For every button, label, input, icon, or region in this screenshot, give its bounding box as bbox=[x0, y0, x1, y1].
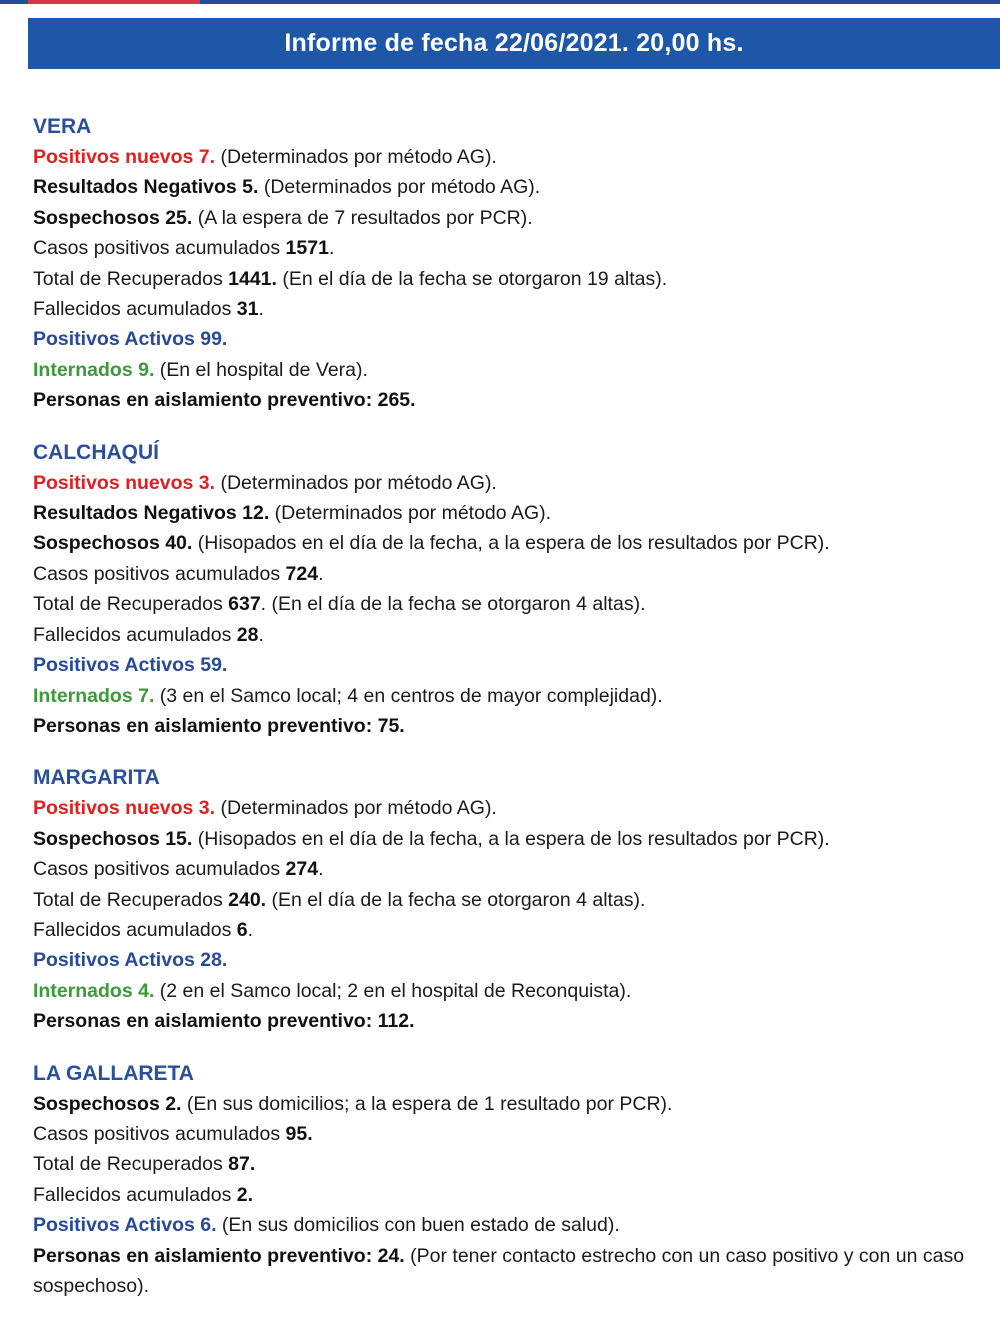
line-note: . bbox=[318, 562, 324, 585]
line-value: 28 bbox=[236, 623, 259, 646]
line-label: Personas en aislamiento preventivo: 24. bbox=[33, 1244, 405, 1267]
line-note: . bbox=[258, 298, 264, 321]
section-title: VERA bbox=[33, 115, 92, 138]
report-line bbox=[33, 1006, 988, 1036]
report-line bbox=[33, 589, 988, 619]
report-line bbox=[33, 142, 988, 172]
line-label: Resultados Negativos 12. bbox=[33, 502, 270, 525]
line-value: 724 bbox=[285, 562, 319, 585]
report-line bbox=[33, 915, 988, 945]
line-label: Personas en aislamiento preventivo: 112. bbox=[33, 1010, 415, 1033]
line-note: (2 en el Samco local; 2 en el hospital de Reconquista). bbox=[154, 979, 632, 1002]
line-note: . (En el día de la fecha se otorgaron 4 altas). bbox=[260, 593, 646, 616]
line-label: Fallecidos acumulados bbox=[33, 1183, 237, 1206]
line-note: (Determinados por método AG). bbox=[215, 146, 497, 168]
line-value: 274 bbox=[285, 858, 319, 881]
line-value: 87. bbox=[228, 1153, 256, 1176]
report-line bbox=[33, 294, 988, 324]
report-line bbox=[33, 1119, 988, 1149]
report-line bbox=[33, 824, 988, 854]
line-label: Positivos Activos 59. bbox=[33, 654, 228, 677]
report-line bbox=[33, 1210, 988, 1240]
top-stripe bbox=[0, 0, 1000, 4]
line-label: Internados 9. bbox=[33, 358, 155, 381]
report-line bbox=[33, 203, 988, 233]
line-note: (Determinados por método AG). bbox=[269, 502, 552, 525]
report-line bbox=[33, 324, 988, 354]
line-note: . bbox=[318, 858, 324, 881]
line-value: 6 bbox=[236, 918, 248, 941]
line-label: Sospechosos 25. bbox=[33, 206, 193, 229]
line-value: 1441. bbox=[228, 267, 277, 290]
report-line bbox=[33, 1180, 988, 1210]
report-line bbox=[33, 650, 988, 680]
report-line bbox=[33, 1089, 988, 1119]
report-line bbox=[33, 885, 988, 915]
line-value: 95. bbox=[285, 1122, 313, 1145]
line-note: . bbox=[258, 623, 264, 646]
line-label: Positivos nuevos 3. bbox=[33, 797, 216, 820]
report-line bbox=[33, 559, 988, 589]
report-line bbox=[33, 976, 988, 1006]
line-label: Sospechosos 2. bbox=[33, 1092, 182, 1115]
report-line bbox=[33, 528, 988, 558]
line-note: (Determinados por método AG). bbox=[215, 797, 497, 820]
line-value: 1571 bbox=[285, 237, 329, 260]
report-line bbox=[33, 385, 988, 415]
line-label: Casos positivos acumulados bbox=[33, 1122, 286, 1145]
line-value: 2. bbox=[236, 1183, 254, 1206]
report-line bbox=[33, 945, 988, 975]
report-line bbox=[33, 498, 988, 528]
line-label: Positivos Activos 28. bbox=[33, 949, 228, 972]
line-label: Positivos nuevos 7. bbox=[33, 146, 216, 168]
line-note: . bbox=[328, 237, 335, 260]
line-label: Casos positivos acumulados bbox=[33, 237, 286, 260]
line-note: (Determinados por método AG). bbox=[215, 471, 497, 494]
report-line bbox=[33, 172, 988, 202]
location-section bbox=[33, 438, 988, 742]
line-label: Positivos Activos 6. bbox=[33, 1214, 217, 1237]
section-title: LA GALLARETA bbox=[33, 1061, 194, 1085]
line-label: Total de Recuperados bbox=[33, 267, 229, 290]
report-line bbox=[33, 233, 988, 263]
report-line bbox=[33, 355, 988, 385]
report-line bbox=[33, 620, 988, 650]
report-title: Informe de fecha 22/06/2021. 20,00 hs. bbox=[284, 29, 744, 57]
report-line bbox=[33, 854, 988, 884]
section-title: CALCHAQUÍ bbox=[33, 440, 159, 464]
line-label: Fallecidos acumulados bbox=[33, 298, 237, 321]
line-label: Total de Recuperados bbox=[33, 593, 229, 616]
report-line bbox=[33, 264, 988, 294]
line-label: Resultados Negativos 5. bbox=[33, 176, 259, 199]
report-line bbox=[33, 468, 988, 498]
line-note: (En el hospital de Vera). bbox=[154, 358, 368, 381]
line-note: (En el día de la fecha se otorgaron 19 altas). bbox=[276, 267, 668, 290]
report-line bbox=[33, 681, 988, 711]
line-note: (3 en el Samco local; 4 en centros de mayor complejidad). bbox=[154, 684, 663, 707]
line-label: Sospechosos 15. bbox=[33, 827, 193, 850]
location-section bbox=[33, 1059, 988, 1302]
report-line bbox=[33, 711, 988, 741]
line-label: Casos positivos acumulados bbox=[33, 562, 286, 585]
line-label: Internados 4. bbox=[33, 979, 155, 1002]
line-value: 31 bbox=[236, 298, 259, 321]
line-note: . bbox=[247, 918, 254, 941]
line-label: Casos positivos acumulados bbox=[33, 858, 286, 881]
line-note: (Hisopados en el día de la fecha, a la espera de los resultados por PCR). bbox=[192, 532, 830, 555]
line-label: Positivos nuevos 3. bbox=[33, 471, 216, 494]
line-label: Fallecidos acumulados bbox=[33, 623, 237, 646]
location-section bbox=[33, 763, 988, 1036]
line-label: Personas en aislamiento preventivo: 75. bbox=[33, 714, 405, 737]
line-label: Sospechosos 40. bbox=[33, 532, 193, 555]
line-value: 240. bbox=[228, 888, 267, 911]
line-note: (Determinados por método AG). bbox=[258, 176, 541, 199]
report-line bbox=[33, 793, 988, 823]
line-label: Positivos Activos 99. bbox=[33, 328, 228, 351]
line-label: Personas en aislamiento preventivo: 265. bbox=[33, 389, 416, 412]
report-body bbox=[33, 112, 988, 1323]
line-note: (Hisopados en el día de la fecha, a la espera de los resultados por PCR). bbox=[192, 827, 830, 850]
line-note: (A la espera de 7 resultados por PCR). bbox=[192, 206, 533, 229]
line-value: 637 bbox=[228, 593, 261, 616]
line-label: Total de Recuperados bbox=[33, 1153, 229, 1176]
location-section bbox=[33, 112, 988, 416]
line-label: Fallecidos acumulados bbox=[33, 918, 237, 941]
section-title: MARGARITA bbox=[33, 766, 160, 790]
report-line bbox=[33, 1149, 988, 1179]
report-line bbox=[33, 1241, 988, 1302]
top-stripe-accent bbox=[28, 0, 200, 4]
line-note: (En sus domicilios con buen estado de salud). bbox=[216, 1214, 620, 1237]
line-note: (En sus domicilios; a la espera de 1 resultado por PCR). bbox=[181, 1092, 673, 1115]
line-note: (Por tener contacto estrecho con un caso positivo y con un caso sospechoso). bbox=[33, 1244, 965, 1297]
line-label: Total de Recuperados bbox=[33, 888, 229, 911]
report-header bbox=[28, 18, 1000, 69]
line-label: Internados 7. bbox=[33, 684, 155, 707]
line-note: (En el día de la fecha se otorgaron 4 altas). bbox=[266, 888, 646, 911]
